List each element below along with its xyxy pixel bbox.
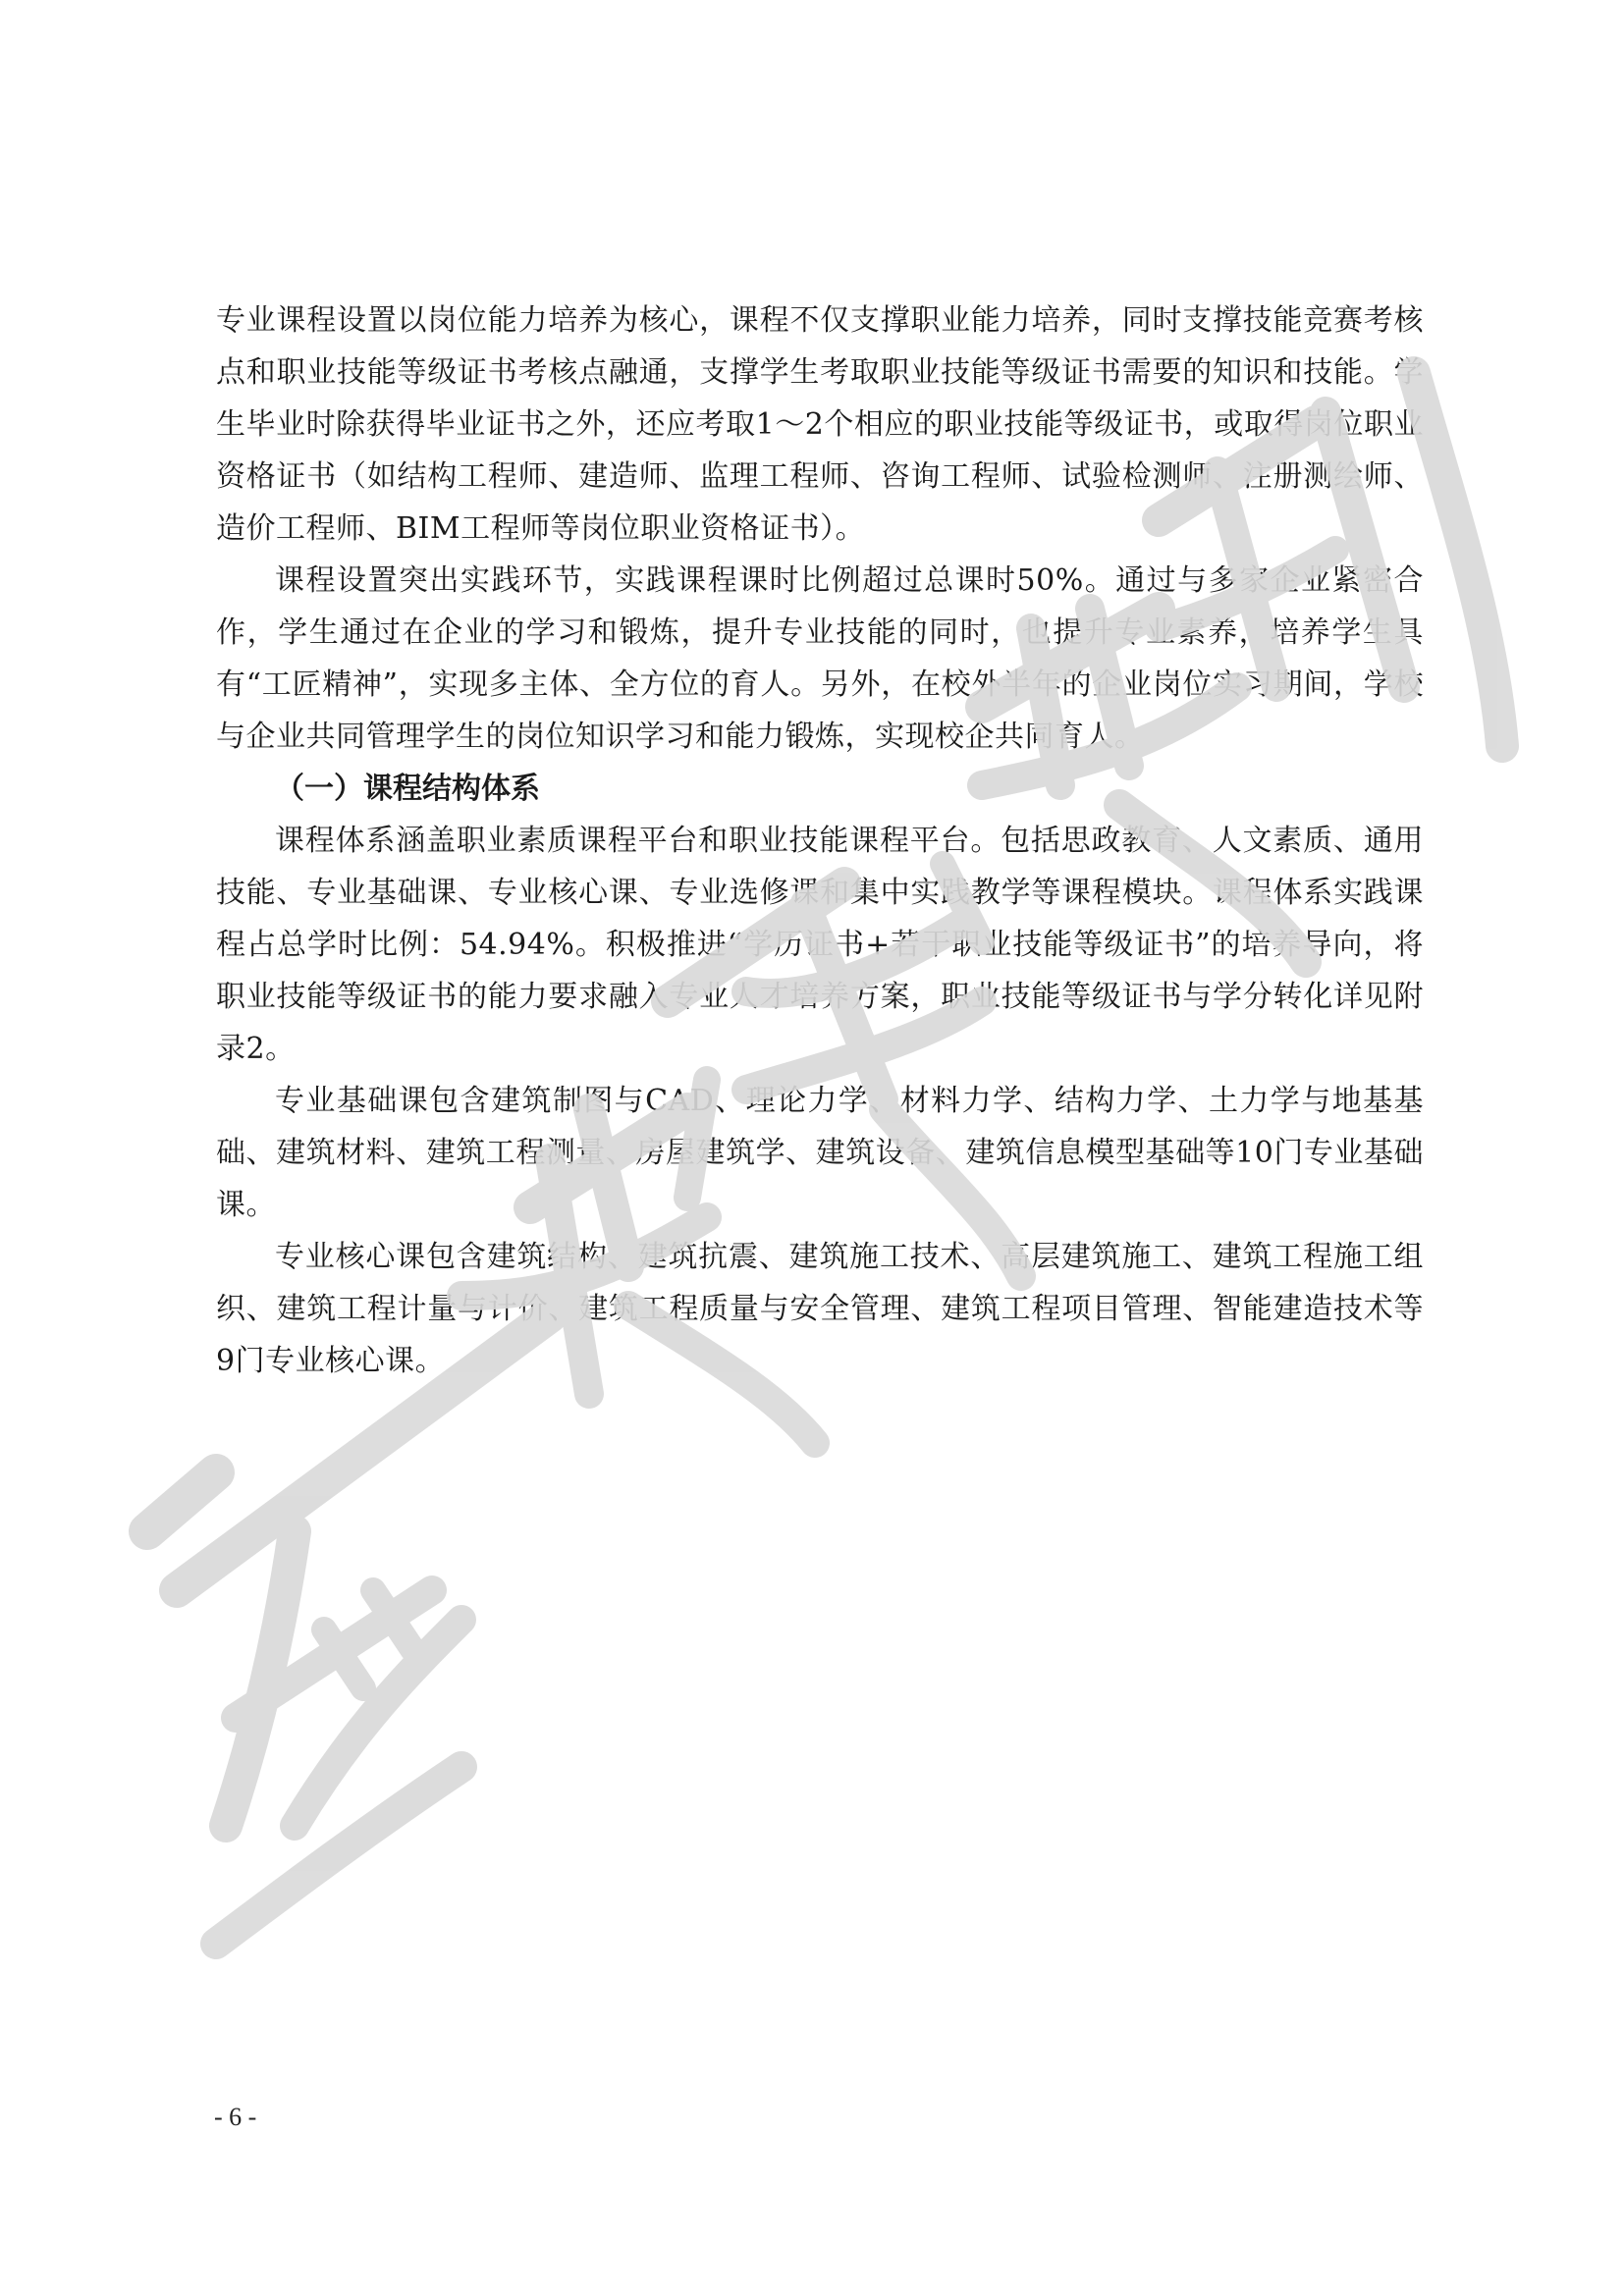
paragraph-basic-courses: 专业基础课包含建筑制图与CAD、理论力学、材料力学、结构力学、土力学与地基基础、建筑材料、建筑工程测量、房屋建筑学、建筑设备、建筑信息模型基础等10门专业基础课。 <box>216 1084 1424 1222</box>
document-body <box>216 294 1424 1387</box>
paragraph-core-courses: 专业核心课包含建筑结构、建筑抗震、建筑施工技术、高层建筑施工、建筑工程施工组织、建筑工程计量与计价、建筑工程质量与安全管理、建筑工程项目管理、智能建造技术等9门专业核心课。 <box>216 1240 1424 1378</box>
paragraph-curriculum-core: 专业课程设置以岗位能力培养为核心，课程不仅支撑职业能力培养，同时支撑技能竞赛考核点和职业技能等级证书考核点融通，支撑学生考取职业技能等级证书需要的知识和技能。学生毕业时除获得毕业证书之外，还应考取1～2个相应的职业技能等级证书，或取得岗位职业资格证书（如结构工程师、建造师、监理工程师、咨询工程师、试验检测师、注册测绘师、造价工程师、BIM工程师等岗位职业资格证书）。 <box>216 303 1424 546</box>
paragraph-course-system: 课程体系涵盖职业素质课程平台和职业技能课程平台。包括思政教育、人文素质、通用技能、专业基础课、专业核心课、专业选修课和集中实践教学等课程模块。课程体系实践课程占总学时比例：54.94%。积极推进“学历证书+若干职业技能等级证书”的培养导向，将职业技能等级证书的能力要求融入专业人才培养方案，职业技能等级证书与学分转化详见附录2。 <box>216 824 1424 1066</box>
section-heading: （一）课程结构体系 <box>275 772 540 806</box>
paragraph-practice: 课程设置突出实践环节，实践课程课时比例超过总课时50%。通过与多家企业紧密合作，学生通过在企业的学习和锻炼，提升专业技能的同时，也提升专业素养，培养学生具有“工匠精神”，实现多主体、全方位的育人。另外，在校外半年的企业岗位实习期间，学校与企业共同管理学生的岗位知识学习和能力锻炼，实现校企共同育人。 <box>216 563 1424 754</box>
page-number: - 6 - <box>214 2103 257 2131</box>
